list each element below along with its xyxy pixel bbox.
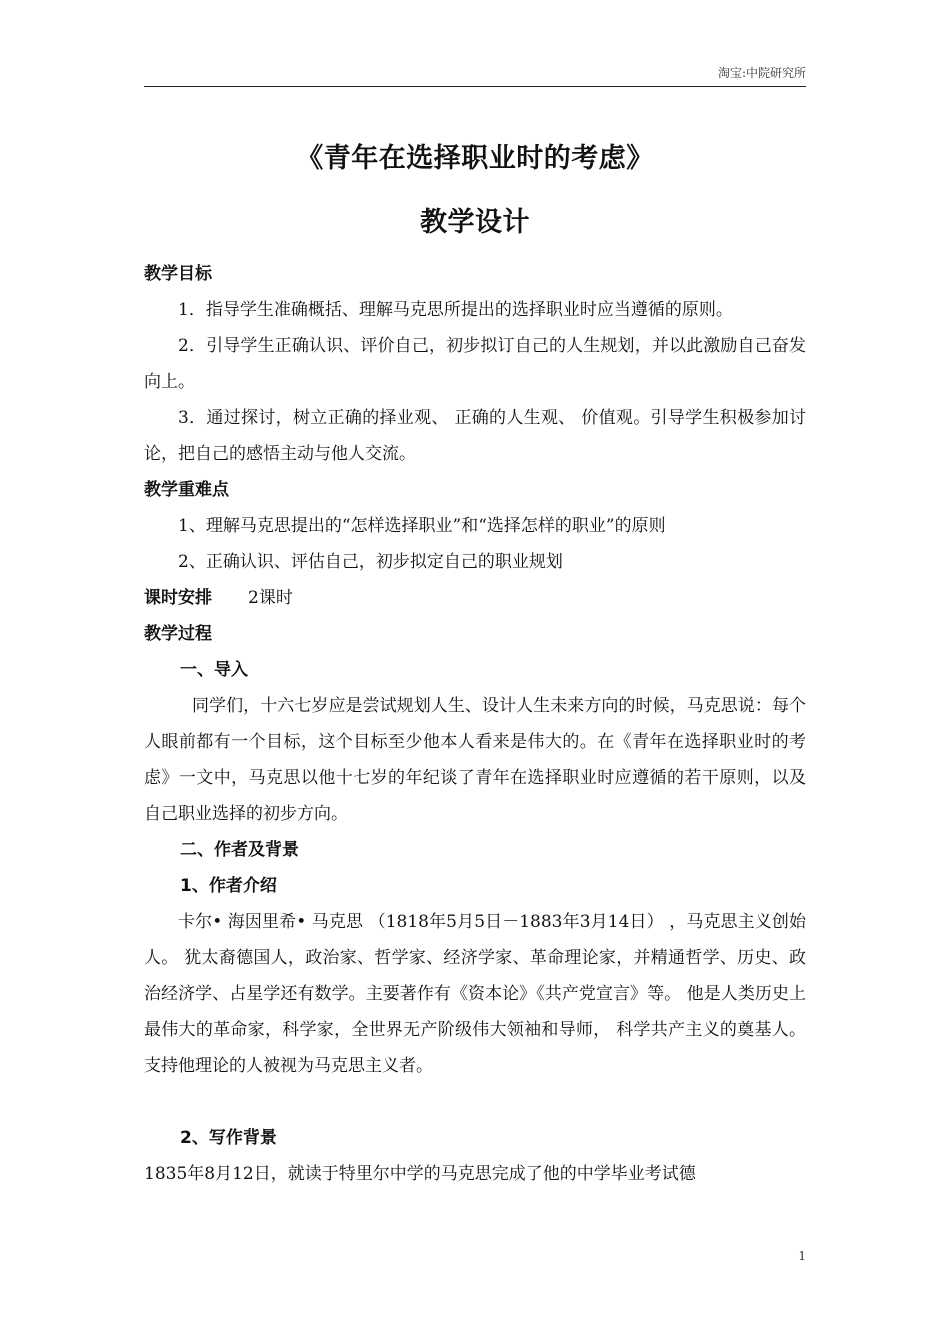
objective-item: 1．指导学生准确概括、理解马克思所提出的选择职业时应当遵循的原则。 (178, 300, 733, 320)
objective-item: 2．引导学生正确认识、评价自己，初步拟订自己的人生规划，并以此激励自己奋发向上。 (144, 336, 806, 392)
document-title: 《青年在选择职业时的考虑》 (296, 143, 654, 174)
author-paragraph: 卡尔• 海因里希• 马克思 （1818年5月5日－1883年3月14日） ，马克思主义创始人。 犹太裔德国人，政治家、哲学家、经济学家、革命理论家，并精通哲学、历史、政治经济学、占星学还有数学。主要著作有《资本论》《共产党宣言》等。 他是人类历史上最伟大的革命家，科学家，全世界无产阶级伟大领袖和导师， 科学共产主义的奠基人。支持他理论的人被视为马克思主义者。 (144, 912, 806, 1076)
schedule-label: 课时安排 (144, 588, 212, 608)
page-number: 1 (798, 1249, 806, 1263)
blank-line (144, 1084, 806, 1120)
intro-heading: 一、导入 (180, 660, 248, 680)
process-heading: 教学过程 (144, 624, 212, 644)
schedule-value: 2课时 (248, 588, 293, 608)
key-point-item: 1、理解马克思提出的“怎样选择职业”和“选择怎样的职业”的原则 (178, 516, 666, 536)
document-body (144, 256, 806, 1192)
author-heading: 1、作者介绍 (180, 876, 277, 896)
schedule-row (144, 580, 806, 616)
document-subtitle: 教学设计 (420, 207, 530, 238)
writing-background-heading: 2、写作背景 (180, 1128, 277, 1148)
header-divider (144, 86, 806, 87)
key-point-item: 2、正确认识、评估自己，初步拟定自己的职业规划 (178, 552, 563, 572)
page-header-text: 淘宝:中院研究所 (717, 66, 806, 80)
background-heading: 二、作者及背景 (180, 840, 299, 860)
key-points-heading: 教学重难点 (144, 480, 229, 500)
intro-paragraph: 同学们，十六七岁应是尝试规划人生、设计人生未来方向的时候，马克思说：每个人眼前都有一个目标，这个目标至少他本人看来是伟大的。在《青年在选择职业时的考虑》一文中，马克思以他十七岁的年纪谈了青年在选择职业时应遵循的若干原则，以及自己职业选择的初步方向。 (144, 696, 806, 824)
objectives-heading: 教学目标 (144, 264, 212, 284)
objective-item: 3．通过探讨，树立正确的择业观、 正确的人生观、 价值观。引导学生积极参加讨论，把自己的感悟主动与他人交流。 (144, 408, 806, 464)
writing-background-paragraph: 1835年8月12日，就读于特里尔中学的马克思完成了他的中学毕业考试德 (144, 1164, 696, 1184)
